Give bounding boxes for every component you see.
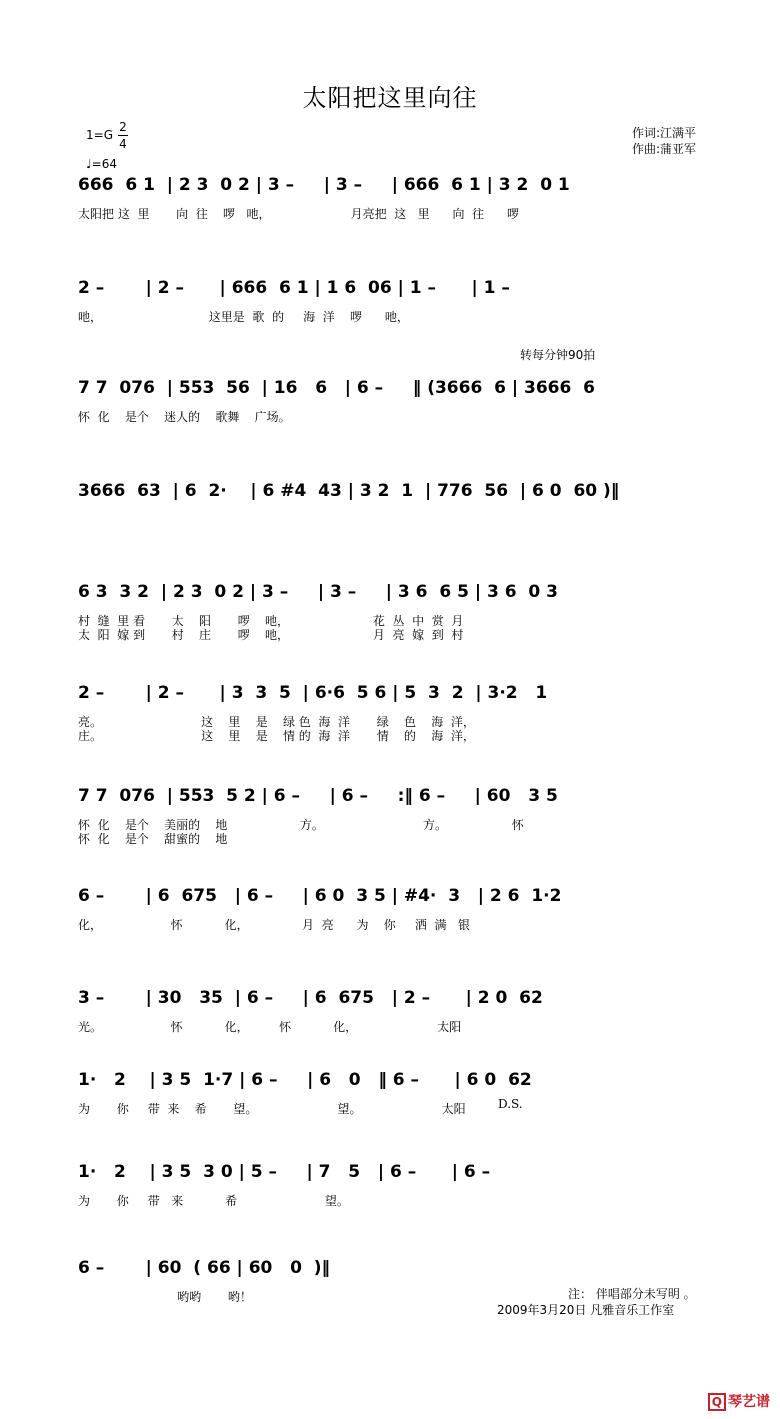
lyric-line: 为 你 带 来 希 望。 bbox=[78, 1194, 349, 1208]
key-signature: 1=G bbox=[86, 128, 113, 142]
lyric-line: 怀 化 是个 迷人的 歌舞 广场。 bbox=[78, 410, 291, 424]
footnote: 注： 伴唱部分未写明 。 bbox=[568, 1287, 696, 1301]
lyric-line: 亮。 这 里 是 绿 色 海 洋 绿 色 海 洋， bbox=[78, 715, 475, 729]
lyric-line: 吔， 这里是 歌 的 海 洋 啰 吔， bbox=[78, 310, 409, 324]
composer: 作曲:蒲亚军 bbox=[632, 142, 697, 156]
tempo-value: =64 bbox=[91, 157, 117, 171]
watermark bbox=[708, 1391, 770, 1411]
notation-line: 1· 2 | 3 5 3 0 | 5 – | 7 5 | 6 – | 6 – bbox=[78, 1162, 491, 1182]
lyric-line: 化， 怀 化， 月 亮 为 你 洒 满 银 bbox=[78, 918, 470, 932]
notation-line: 6 – | 6 675 | 6 – | 6 0 3 5 | #4· 3 | 2 6 1·2 bbox=[78, 886, 562, 906]
lyric-line: 怀 化 是个 美丽的 地 方。 方。 怀 bbox=[78, 818, 524, 832]
notation-line: 3 – | 30 35 | 6 – | 6 675 | 2 – | 2 0 62 bbox=[78, 988, 543, 1008]
lyric-line: 怀 化 是个 甜蜜的 地 bbox=[78, 832, 228, 846]
notation-line: 666 6 1 | 2 3 0 2 | 3 – | 3 – | 666 6 1 | 3 2 0 1 bbox=[78, 175, 570, 195]
ds-mark: D.S. bbox=[498, 1097, 523, 1111]
notation-line: 2 – | 2 – | 666 6 1 | 1 6 06 | 1 – | 1 – bbox=[78, 278, 510, 298]
lyric-line: 庄。 这 里 是 情 的 海 洋 情 的 海 洋， bbox=[78, 729, 475, 743]
watermark-logo: Q bbox=[708, 1393, 726, 1411]
meter-top: 2 bbox=[119, 120, 127, 134]
tempo-change: 转每分钟90拍 bbox=[520, 348, 596, 362]
lyric-line: 太 阳 嫁 到 村 庄 啰 吔， 月 亮 嫁 到 村 bbox=[78, 628, 464, 642]
date-line: 2009年3月20日 凡雅音乐工作室 bbox=[497, 1303, 675, 1317]
lyric-line: 哟哟 哟！ bbox=[78, 1290, 252, 1304]
song-title: 太阳把这里向往 bbox=[302, 84, 478, 112]
lyric-line: 太阳把 这 里 向 往 啰 吔， 月亮把 这 里 向 往 啰 bbox=[78, 207, 520, 221]
meter-bottom: 4 bbox=[119, 137, 127, 151]
notation-line: 3666 63 | 6 2· | 6 #4 43 | 3 2 1 | 776 56 | 6 0 60 )‖ bbox=[78, 481, 620, 501]
tempo-marking: ♩=64 bbox=[86, 157, 117, 171]
notation-line: 7 7 076 | 553 5 2 | 6 – | 6 – :‖ 6 – | 60 3 5 bbox=[78, 786, 558, 806]
lyric-line: 光。 怀 化， 怀 化， 太阳 bbox=[78, 1020, 462, 1034]
notation-line: 1· 2 | 3 5 1·7 | 6 – | 6 0 ‖ 6 – | 6 0 62 bbox=[78, 1070, 532, 1090]
lyricist: 作词:江满平 bbox=[632, 126, 697, 140]
lyric-line: 为 你 带 来 希 望。 望。 太阳 bbox=[78, 1102, 466, 1116]
notation-line: 7 7 076 | 553 56 | 16 6 | 6 – ‖ (3666 6 | 3666 6 bbox=[78, 378, 595, 398]
lyric-line: 村 缝 里 看 太 阳 啰 吔， 花 丛 中 赏 月 bbox=[78, 614, 464, 628]
notation-line: 6 3 3 2 | 2 3 0 2 | 3 – | 3 – | 3 6 6 5 | 3 6 0 3 bbox=[78, 582, 558, 602]
watermark-text: 琴艺谱 bbox=[728, 1394, 770, 1410]
notation-line: 6 – | 60 ( 66 | 60 0 )‖ bbox=[78, 1258, 331, 1278]
notation-line: 2 – | 2 – | 3 3 5 | 6·6 5 6 | 5 3 2 | 3·2 1 bbox=[78, 683, 548, 703]
